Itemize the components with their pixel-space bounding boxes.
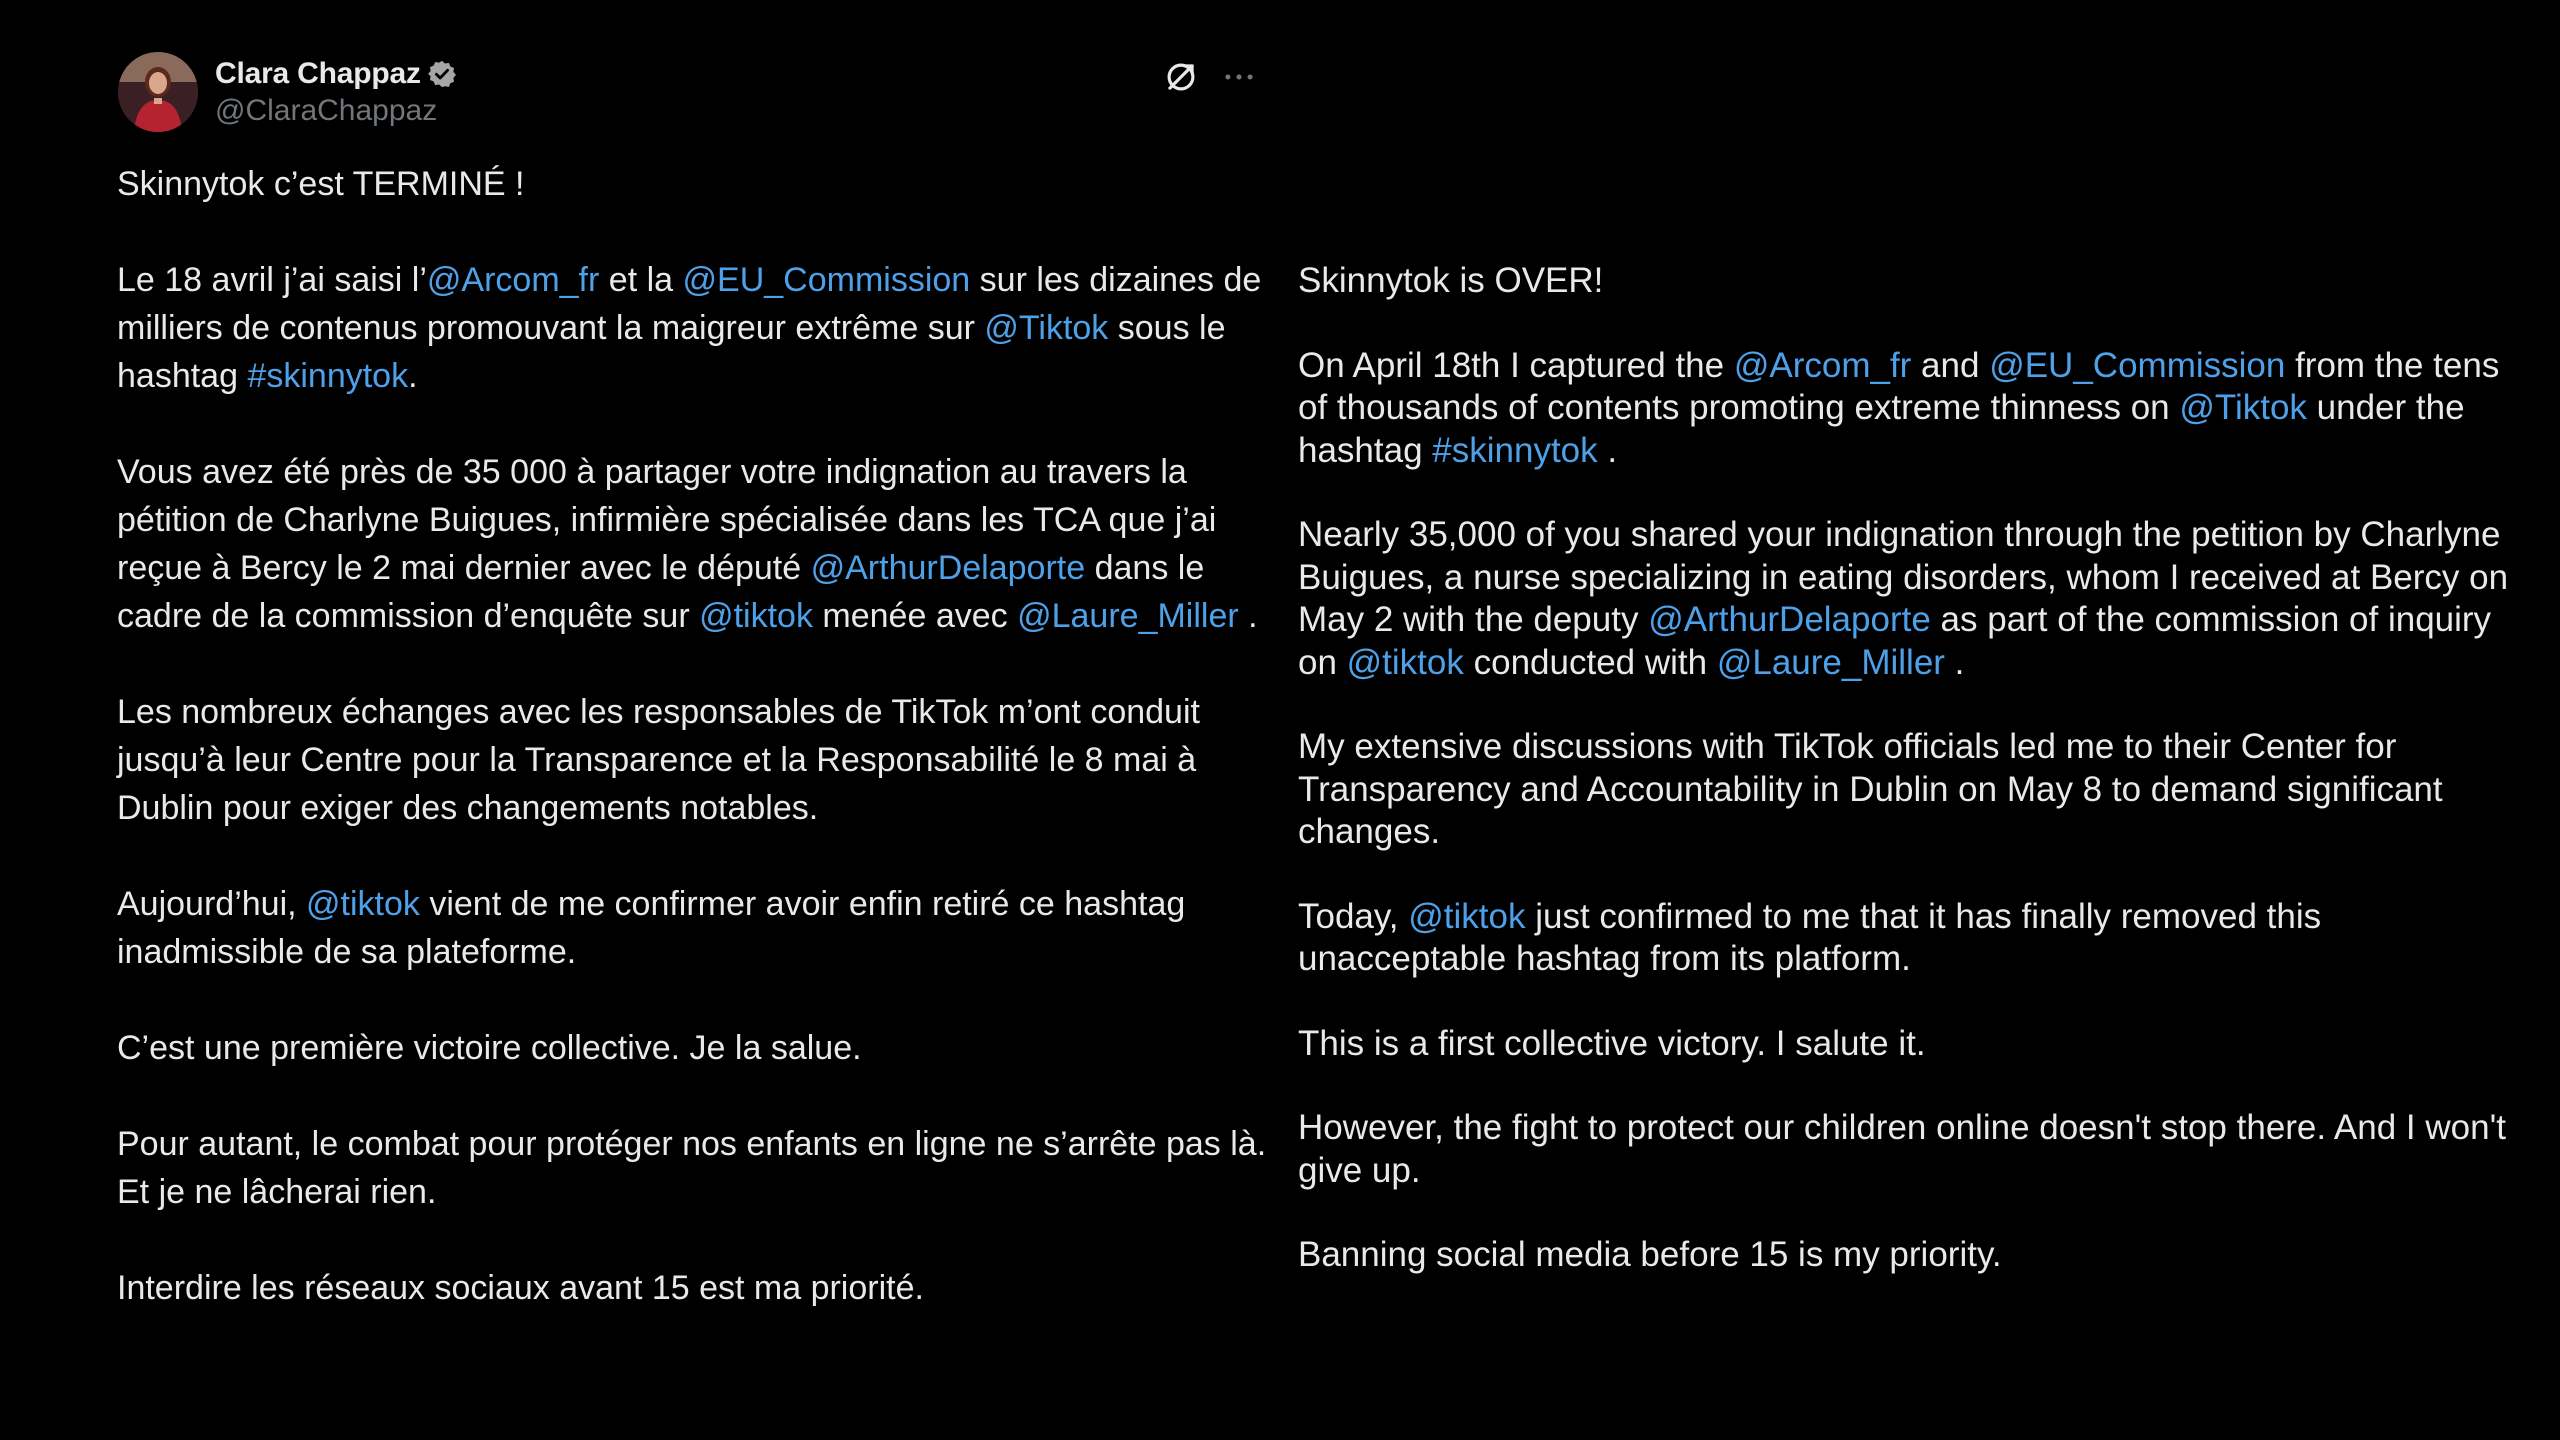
fr-paragraph-7: Pour autant, le combat pour protéger nos enfants en ligne ne s’arrête pas là. Et je ne lâcherai rien.	[117, 1125, 1267, 1211]
en-paragraph-2: On April 18th I captured the @Arcom_fr and @EU_Commission from the tens of thousands of contents promoting extreme thinness on @Tiktok under the hashtag #skinnytok .	[1298, 345, 2500, 470]
mention-tiktok[interactable]: @tiktok	[1408, 896, 1526, 936]
post-text-english	[1298, 260, 2528, 1277]
en-paragraph-7: However, the fight to protect our children online doesn't stop there. And I won't give up.	[1298, 1108, 2506, 1190]
en-paragraph-3: Nearly 35,000 of you shared your indignation through the petition by Charlyne Buigues, a nurse specializing in eating disorders, whom I received at Bercy on May 2 with the deputy @ArthurDelaporte as part of the commission of inquiry on @tiktok conducted with @Laure_Miller .	[1298, 515, 2509, 682]
fr-paragraph-3: Vous avez été près de 35 000 à partager votre indignation au travers la pétition de Charlyne Buigues, infirmière spécialisée dans les TCA que j’ai reçue à Bercy le 2 mai dernier avec le député @ArthurDelaporte dans le cadre de la commission d’enquête sur @tiktok menée avec @Laure_Miller .	[117, 453, 1258, 635]
fr-paragraph-6: C’est une première victoire collective. Je la salue.	[117, 1029, 862, 1067]
avatar-image	[118, 52, 198, 132]
author-name-row	[215, 56, 457, 92]
mention-laure-miller[interactable]: @Laure_Miller	[1017, 597, 1239, 635]
fr-paragraph-2: Le 18 avril j’ai saisi l’@Arcom_fr et la @EU_Commission sur les dizaines de milliers de contenus promouvant la maigreur extrême sur @Tiktok sous le hashtag #skinnytok.	[117, 261, 1262, 395]
en-paragraph-5: Today, @tiktok just confirmed to me that it has finally removed this unacceptable hashtag from its platform.	[1298, 896, 2322, 978]
mention-arthur-delaporte[interactable]: @ArthurDelaporte	[810, 549, 1086, 587]
hashtag-skinnytok[interactable]: #skinnytok	[247, 357, 409, 395]
mention-arthur-delaporte[interactable]: @ArthurDelaporte	[1648, 600, 1931, 639]
more-options-icon[interactable]	[1220, 58, 1258, 96]
post-text-french	[117, 160, 1267, 1312]
mention-tiktok[interactable]: @tiktok	[1346, 642, 1464, 682]
mention-arcom[interactable]: @Arcom_fr	[1733, 345, 1912, 385]
mention-eu-commission[interactable]: @EU_Commission	[682, 261, 971, 299]
en-paragraph-4: My extensive discussions with TikTok officials led me to their Center for Transparency and Accountability in Dublin on May 8 to demand significant changes.	[1298, 727, 2443, 851]
author-handle[interactable]: @ClaraChappaz	[215, 94, 438, 127]
mention-tiktok[interactable]: @tiktok	[699, 597, 813, 635]
en-paragraph-1: Skinnytok is OVER!	[1298, 261, 1604, 300]
mention-tiktok[interactable]: @Tiktok	[984, 309, 1109, 347]
grok-icon[interactable]	[1162, 58, 1200, 96]
header-actions	[1162, 58, 1258, 96]
mention-laure-miller[interactable]: @Laure_Miller	[1716, 642, 1945, 682]
author-name[interactable]: Clara Chappaz	[215, 57, 421, 90]
mention-eu-commission[interactable]: @EU_Commission	[1989, 345, 2286, 385]
mention-tiktok[interactable]: @tiktok	[306, 885, 420, 923]
mention-arcom[interactable]: @Arcom_fr	[426, 261, 600, 299]
en-paragraph-8: Banning social media before 15 is my priority.	[1298, 1235, 2002, 1274]
fr-paragraph-1: Skinnytok c’est TERMINÉ !	[117, 165, 525, 203]
verified-badge-icon	[427, 59, 457, 89]
avatar[interactable]	[118, 52, 198, 132]
hashtag-skinnytok[interactable]: #skinnytok	[1432, 430, 1598, 470]
fr-paragraph-5: Aujourd’hui, @tiktok vient de me confirmer avoir enfin retiré ce hashtag inadmissible de sa plateforme.	[117, 885, 1186, 971]
fr-paragraph-8: Interdire les réseaux sociaux avant 15 est ma priorité.	[117, 1269, 924, 1307]
author-block	[215, 56, 457, 128]
fr-paragraph-4: Les nombreux échanges avec les responsables de TikTok m’ont conduit jusqu’à leur Centre pour la Transparence et la Responsabilité le 8 mai à Dublin pour exiger des changements notables.	[117, 693, 1200, 827]
mention-tiktok[interactable]: @Tiktok	[2179, 388, 2307, 427]
post-header	[118, 52, 1258, 142]
en-paragraph-6: This is a first collective victory. I salute it.	[1298, 1023, 1926, 1063]
